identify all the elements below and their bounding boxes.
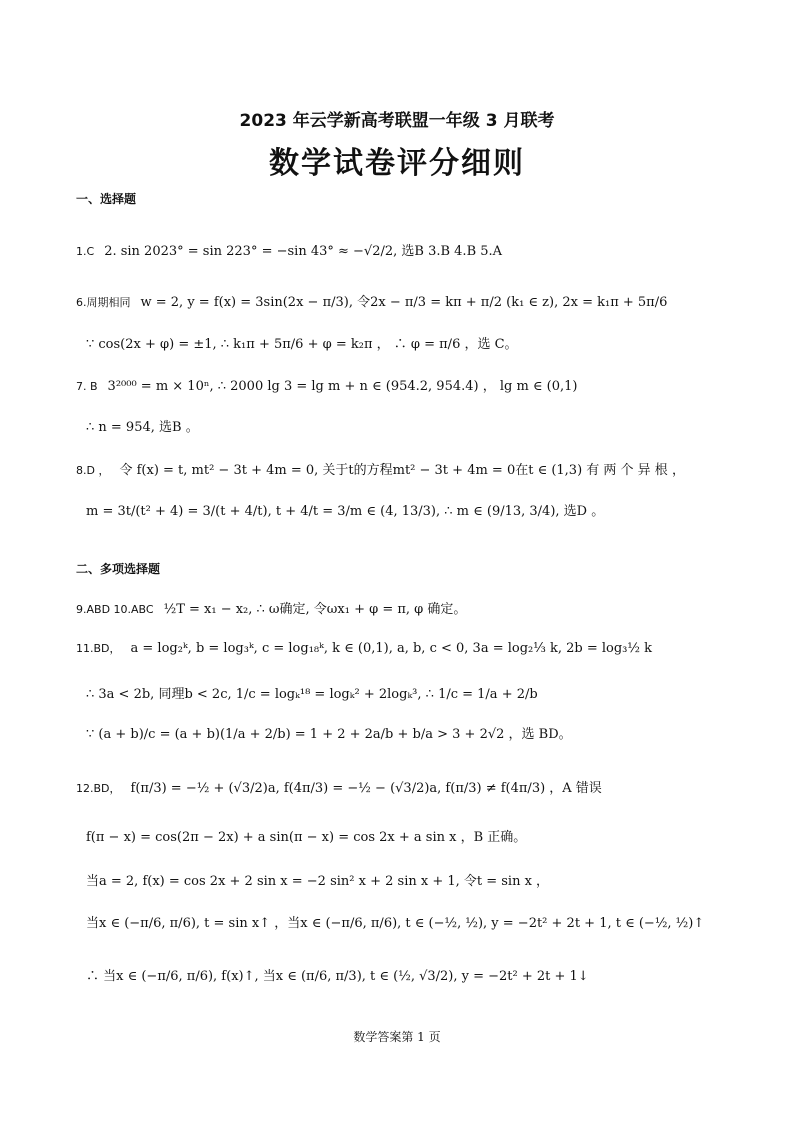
answer-line-12 bbox=[76, 777, 726, 796]
answer-line-10 bbox=[76, 683, 726, 702]
answer-label: 12.BD， bbox=[76, 782, 121, 795]
answer-text: ∵ cos(2x + φ) = ±1, ∴ k₁π + 5π/6 + φ = k₂π ， ∴ φ = π/6 ，选 C。 bbox=[86, 337, 518, 352]
answer-line-5 bbox=[76, 416, 726, 435]
answer-line-4 bbox=[76, 375, 726, 394]
answer-text: a = log₂ᵏ, b = log₃ᵏ, c = log₁₈ᵏ, k ∈ (0,1), a, b, c < 0, 3a = log₂⅓ k, 2b = log₃½ k bbox=[130, 641, 652, 656]
answer-text: 2. sin 2023° = sin 223° = −sin 43° ≈ −√2/2, 选B 3.B 4.B 5.A bbox=[104, 244, 503, 259]
answer-text: m = 3t/(t² + 4) = 3/(t + 4/t), t + 4/t = 3/m ∈ (4, 13/3), ∴ m ∈ (9/13, 3/4), 选D 。 bbox=[86, 504, 605, 519]
answer-line-11 bbox=[76, 723, 726, 742]
answer-text: 令 f(x) = t, mt² − 3t + 4m = 0, 关于t的方程mt² − 3t + 4m = 0在t ∈ (1,3) 有 两 个 异 根 ， bbox=[119, 463, 685, 478]
answer-text: w = 2, y = f(x) = 3sin(2x − π/3), 令2x − π/3 = kπ + π/2 (k₁ ∈ z), 2x = k₁π + 5π/6 bbox=[140, 295, 668, 310]
answer-text: ½T = x₁ − x₂, ∴ ω确定, 令ωx₁ + φ = π, φ 确定。 bbox=[163, 602, 467, 617]
answer-label: 7. B bbox=[76, 380, 98, 393]
page-footer: 数学答案第 1 页 bbox=[353, 1030, 441, 1044]
page-title: 数学试卷评分细则 bbox=[269, 146, 525, 181]
answer-text: 3²⁰⁰⁰ = m × 10ⁿ, ∴ 2000 lg 3 = lg m + n ∈ (954.2, 954.4) ， lg m ∈ (0,1) bbox=[107, 379, 578, 394]
answer-label: 11.BD， bbox=[76, 642, 121, 655]
section-heading-choice: 一、选择题 bbox=[76, 192, 137, 206]
answer-line-7 bbox=[76, 500, 726, 519]
answer-text: ∴ 3a < 2b, 同理b < 2c, 1/c = logₖ¹⁸ = logₖ² + 2logₖ³, ∴ 1/c = 1/a + 2/b bbox=[86, 687, 538, 702]
answer-text: ∴ 当x ∈ (−π/6, π/6), f(x)↑, 当x ∈ (π/6, π/3), t ∈ (½, √3/2), y = −2t² + 2t + 1↓ bbox=[86, 969, 589, 984]
answer-line-8 bbox=[76, 598, 726, 617]
answer-text: 当a = 2, f(x) = cos 2x + 2 sin x = −2 sin² x + 2 sin x + 1, 令t = sin x ， bbox=[86, 874, 550, 889]
answer-text: f(π − x) = cos(2π − 2x) + a sin(π − x) = cos 2x + a sin x ，B 正确。 bbox=[86, 830, 527, 845]
answer-line-16 bbox=[76, 965, 726, 984]
answer-label: 9.ABD 10.ABC bbox=[76, 603, 154, 616]
answer-line-13 bbox=[76, 826, 726, 845]
answer-text: f(π/3) = −½ + (√3/2)a, f(4π/3) = −½ − (√3/2)a, f(π/3) ≠ f(4π/3) ，A 错误 bbox=[130, 781, 602, 796]
answer-label: 8.D ， bbox=[76, 464, 110, 477]
exam-title: 2023 年云学新高考联盟一年级 3 月联考 bbox=[239, 111, 555, 131]
section-heading-multi: 二、多项选择题 bbox=[76, 562, 161, 576]
answer-line-9 bbox=[76, 640, 726, 656]
answer-line-1 bbox=[76, 240, 726, 259]
answer-line-15 bbox=[76, 912, 726, 931]
answer-line-3 bbox=[76, 333, 726, 352]
answer-line-2 bbox=[76, 291, 726, 310]
answer-line-14 bbox=[76, 870, 726, 889]
answer-text: 当x ∈ (−π/6, π/6), t = sin x↑ ，当x ∈ (−π/6, π/6), t ∈ (−½, ½), y = −2t² + 2t + 1, t ∈ (−½, ½)↑ bbox=[86, 916, 705, 931]
answer-label: 6.周期相同 bbox=[76, 296, 131, 309]
answer-text: ∴ n = 954, 选B 。 bbox=[86, 420, 199, 435]
answer-line-6 bbox=[76, 459, 726, 478]
answer-label: 1.C bbox=[76, 245, 95, 258]
answer-text: ∵ (a + b)/c = (a + b)(1/a + 2/b) = 1 + 2 + 2a/b + b/a > 3 + 2√2 ，选 BD。 bbox=[86, 727, 572, 742]
